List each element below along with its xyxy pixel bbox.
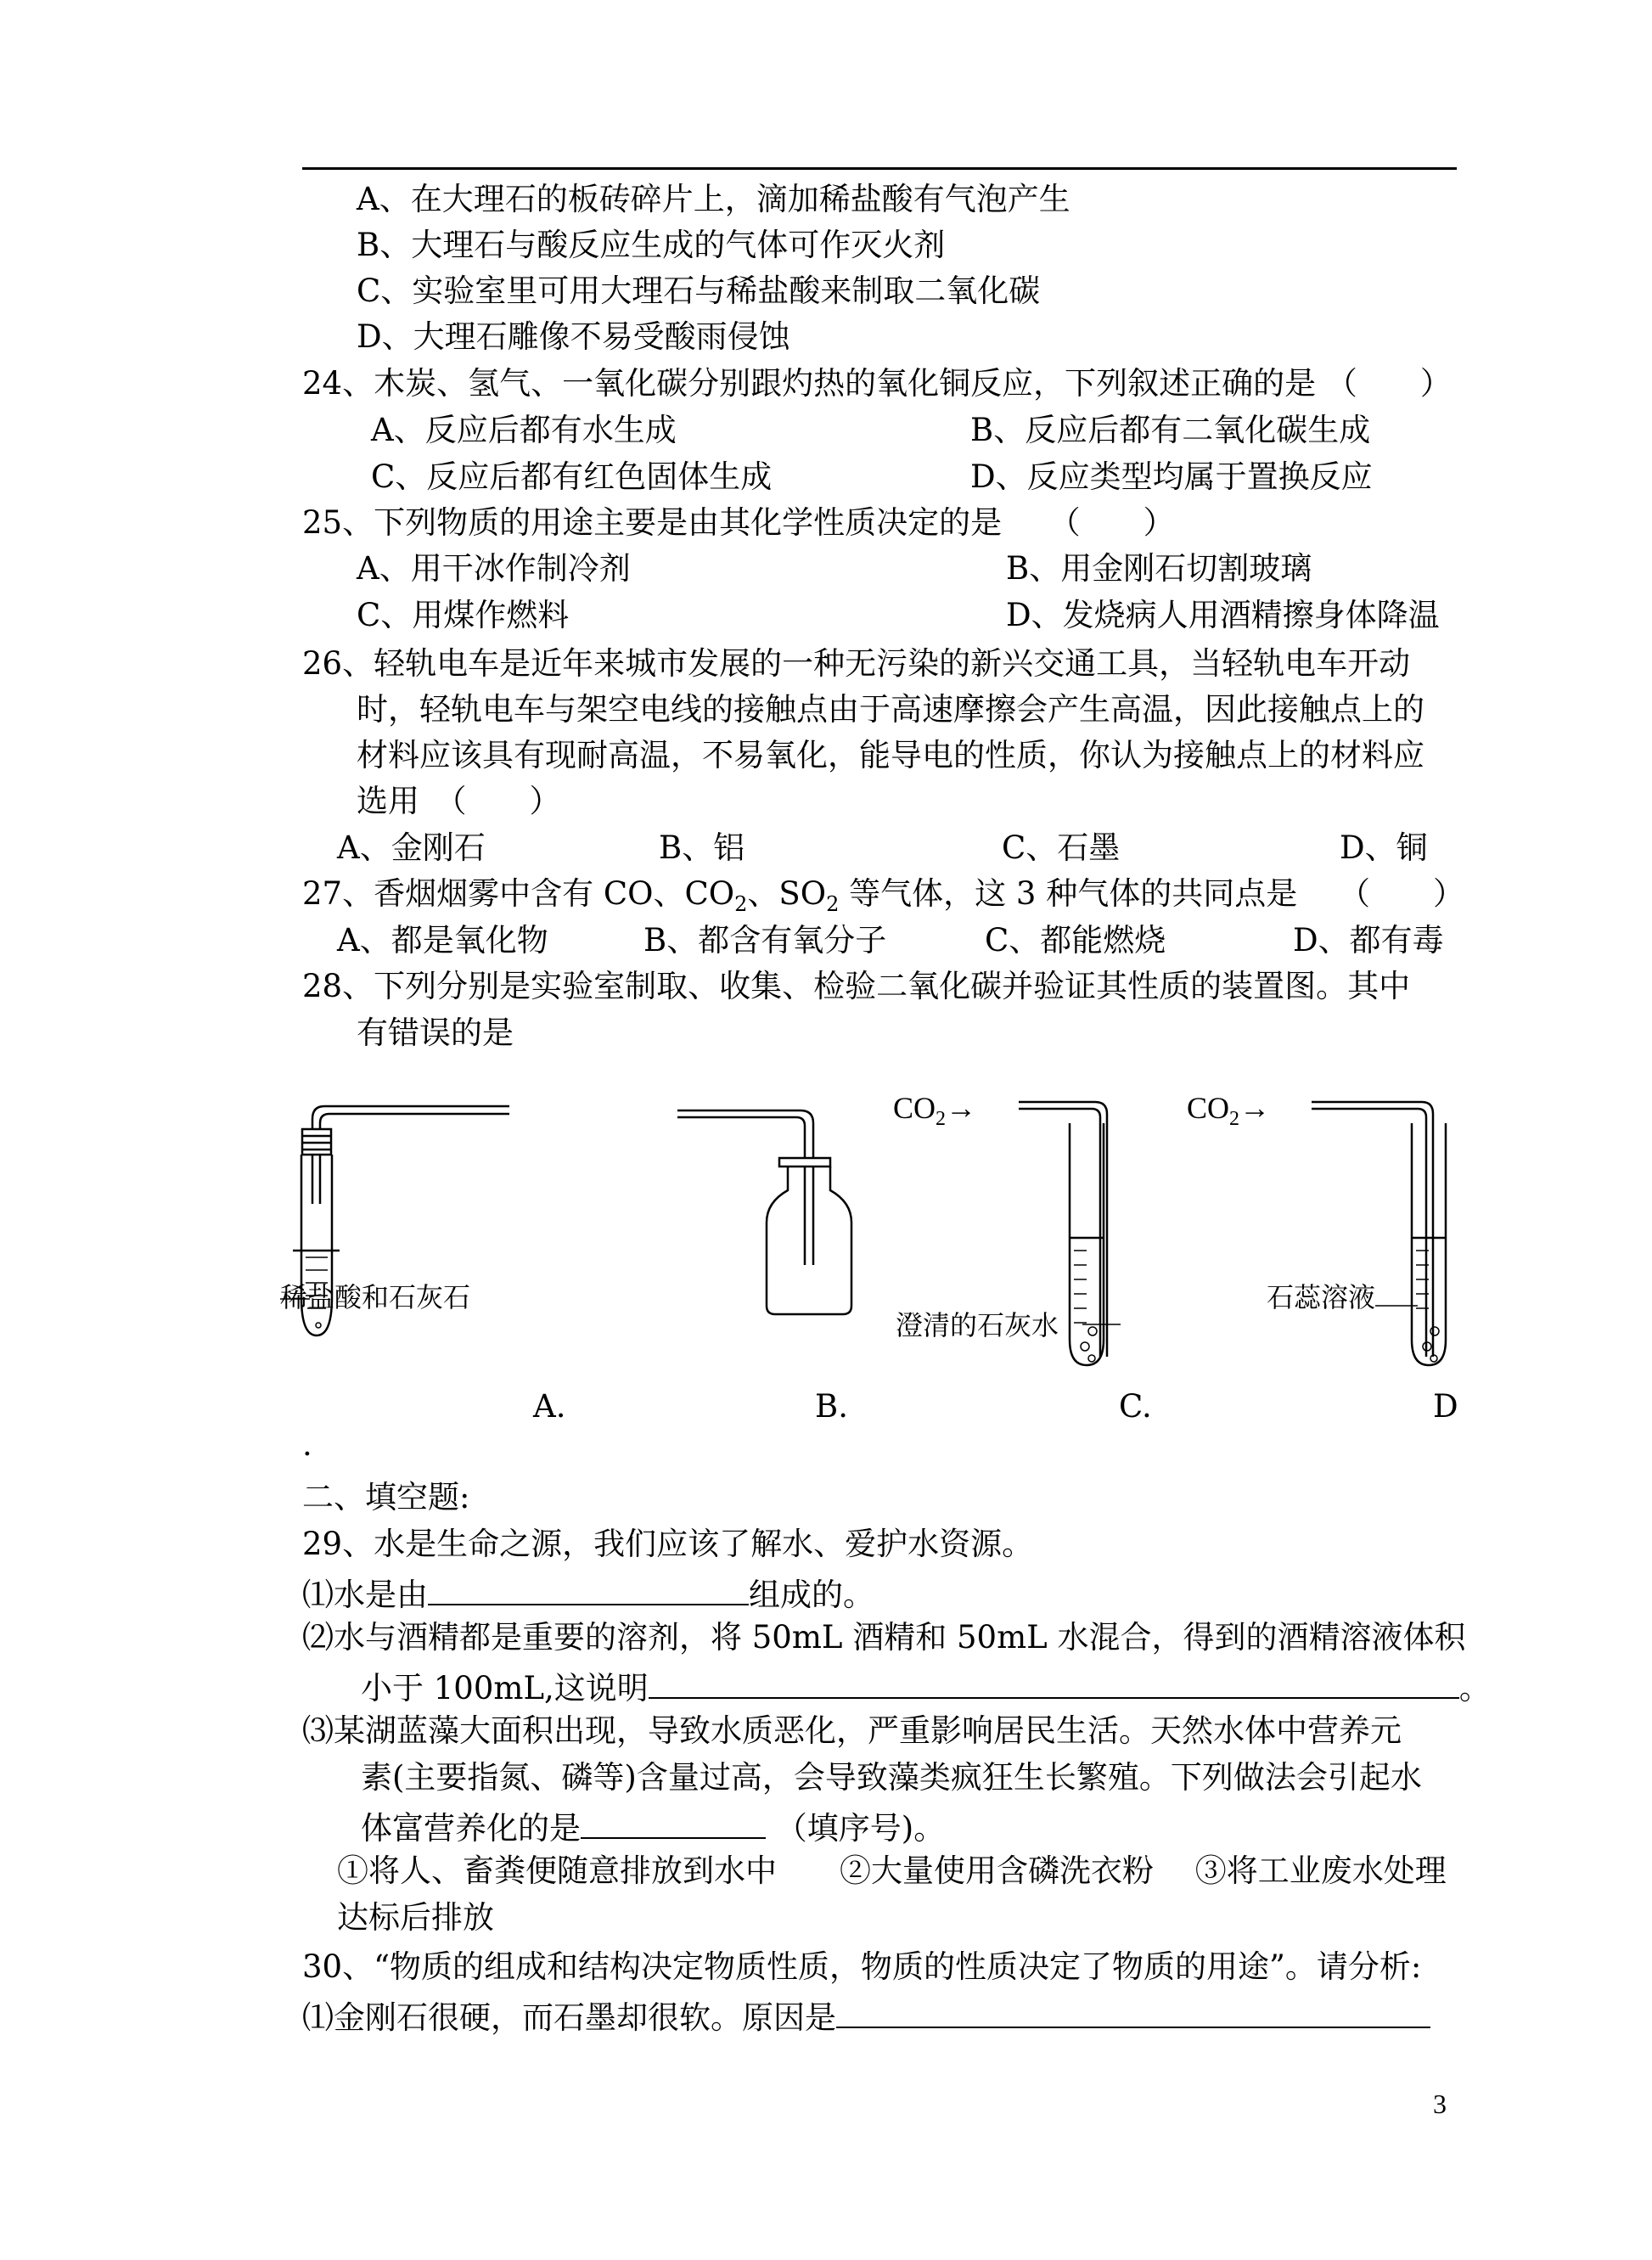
q26-option-a: A、金刚石 <box>337 829 486 866</box>
q28-line-1: 28、下列分别是实验室制取、收集、检验二氧化碳并验证其性质的装置图。其中 <box>302 968 1411 1004</box>
q25-option-d: D、发烧病人用酒精擦身体降温 <box>1006 597 1440 633</box>
q27-option-b: B、都含有氧分子 <box>643 922 887 959</box>
q29-part-3-line-1: ⑶某湖蓝藻大面积出现，导致水质恶化，严重影响居民生活。天然水体中营养元 <box>302 1712 1402 1749</box>
label-d-litmus-solution: 石蕊溶液 <box>1267 1281 1376 1313</box>
q23-option-a: A、在大理石的板砖碎片上，滴加稀盐酸有气泡产生 <box>357 181 1070 217</box>
apparatus-b <box>677 1110 851 1314</box>
q29-stem: 29、水是生命之源，我们应该了解水、爱护水资源。 <box>302 1526 1034 1562</box>
q27-option-d: D、都有毒 <box>1293 922 1444 959</box>
q29-part-2-line-2: 小于 100mL,这说明 。 <box>361 1670 1491 1706</box>
q24-option-c: C、反应后都有红色固体生成 <box>371 458 773 495</box>
q30-part-1: ⑴金刚石很硬，而石墨却很软。原因是 <box>302 1998 1430 2033</box>
q23-option-c: C、实验室里可用大理石与稀盐酸来制取二氧化碳 <box>357 273 1041 309</box>
stray-dot: . <box>302 1426 312 1463</box>
q26-option-c: C、石墨 <box>1002 829 1121 866</box>
q24-option-d: D、反应类型均属于置换反应 <box>970 458 1373 495</box>
q29-options-line-1: ①将人、畜粪便随意排放到水中 ②大量使用含磷洗衣粉 ③将工业废水处理 <box>337 1852 1447 1889</box>
label-a-dilute-hcl-limestone: 稀盐酸和石灰石 <box>280 1281 471 1313</box>
q29-blank-3[interactable] <box>581 1808 766 1839</box>
q23-option-d: D、大理石雕像不易受酸雨侵蚀 <box>357 318 790 355</box>
caption-d: D <box>1433 1388 1458 1425</box>
q30-stem: 30、“物质的组成和结构决定物质性质，物质的性质决定了物质的用途”。请分析: <box>302 1948 1422 1985</box>
q29-part-2-line-1: ⑵水与酒精都是重要的溶剂，将 50mL 酒精和 50mL 水混合，得到的酒精溶液体积 <box>302 1619 1466 1656</box>
q28-line-2: 有错误的是 <box>357 1015 514 1051</box>
q29-blank-2[interactable] <box>649 1668 1459 1699</box>
q26-line-1: 26、轻轨电车是近年来城市发展的一种无污染的新兴交通工具，当轻轨电车开动 <box>302 645 1411 682</box>
caption-a: A. <box>533 1388 566 1425</box>
q25-stem: 25、下列物质的用途主要是由其化学性质决定的是 （ ） <box>302 504 1175 541</box>
q25-option-a: A、用干冰作制冷剂 <box>357 550 631 587</box>
q23-option-b: B、大理石与酸反应生成的气体可作灭火剂 <box>357 227 946 263</box>
q24-stem: 24、木炭、氢气、一氧化碳分别跟灼热的氧化铜反应，下列叙述正确的是 （ ） <box>302 365 1452 402</box>
q26-line-2: 时，轻轨电车与架空电线的接触点由于高速摩擦会产生高温，因此接触点上的 <box>357 691 1424 728</box>
page-number: 3 <box>1433 2089 1447 2119</box>
q29-blank-1[interactable] <box>428 1575 749 1605</box>
label-c-lime-water: 澄清的石灰水 <box>896 1309 1059 1341</box>
q30-blank-1[interactable] <box>836 1998 1430 2028</box>
apparatus-figure <box>272 1077 1477 1433</box>
caption-b: B. <box>815 1388 848 1425</box>
q29-part-1: ⑴水是由 组成的。 <box>302 1577 874 1613</box>
section-fill-in-heading: 二、填空题: <box>302 1479 470 1515</box>
header-rule <box>302 167 1457 170</box>
q29-part-3-line-3: 体富营养化的是 （填序号)。 <box>361 1810 946 1847</box>
q26-line-4: 选用 （ ） <box>357 783 561 819</box>
q25-option-c: C、用煤作燃料 <box>357 597 570 633</box>
apparatus-d <box>1312 1102 1446 1365</box>
q26-option-d: D、铜 <box>1340 829 1428 866</box>
q27-option-c: C、都能燃烧 <box>985 922 1166 959</box>
q27-option-a: A、都是氧化物 <box>337 922 548 959</box>
caption-c: C. <box>1119 1388 1152 1425</box>
q27-stem: 27、香烟烟雾中含有 CO、$CO_2$、$SO_2$ 等气体，这 3 种气体的共同点是 （ ） <box>302 875 1464 916</box>
q25-option-b: B、用金刚石切割玻璃 <box>1006 550 1312 587</box>
q24-option-a: A、反应后都有水生成 <box>371 412 677 448</box>
label-co2-d: $CO_2\to$ <box>1187 1091 1271 1130</box>
q26-line-3: 材料应该具有现耐高温，不易氧化，能导电的性质，你认为接触点上的材料应 <box>357 737 1424 773</box>
q29-options-line-2: 达标后排放 <box>337 1899 494 1936</box>
q26-option-b: B、铝 <box>659 829 745 866</box>
q29-part-3-line-2: 素(主要指氮、磷等)含量过高，会导致藻类疯狂生长繁殖。下列做法会引起水 <box>361 1759 1422 1796</box>
q24-option-b: B、反应后都有二氧化碳生成 <box>970 412 1371 448</box>
label-co2-c: $CO_2\to$ <box>893 1091 977 1130</box>
